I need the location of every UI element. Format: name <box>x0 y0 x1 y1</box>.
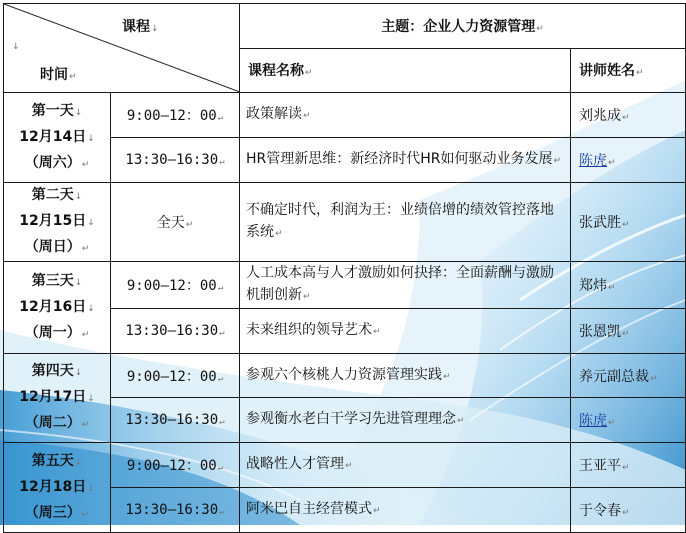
time-cell: 13:30—16:30↵ <box>111 488 240 533</box>
time-cell: 9:00—12：00↵ <box>111 354 240 398</box>
time-cell: 9:00—12：00↵ <box>111 443 240 488</box>
course-cell: 参观六个核桃人力资源管理实践↵ <box>240 354 571 398</box>
time-cell: 全天↵ <box>111 183 240 262</box>
table-row <box>4 443 686 488</box>
teacher-cell: 陈虎↵ <box>571 398 686 443</box>
time-cell: 9:00—12：00↵ <box>111 93 240 138</box>
course-cell: 参观衡水老白干学习先进管理理念↵ <box>240 398 571 443</box>
teacher-cell: 郑炜↵ <box>571 262 686 309</box>
teacher-cell: 张恩凯↵ <box>571 309 686 354</box>
table-row <box>4 93 686 138</box>
training-schedule-table <box>3 3 686 533</box>
course-cell: HR管理新思维：新经济时代HR如何驱动业务发展↵ <box>240 138 571 183</box>
day-cell: 第四天↓ 12月17日↓ （周二）↵ <box>4 354 111 443</box>
time-cell: 9:00—12：00↵ <box>111 262 240 309</box>
course-cell: 人工成本高与人才激励如何抉择：全面薪酬与激励机制创新↵ <box>240 262 571 309</box>
time-cell: 13:30—16:30↵ <box>111 138 240 183</box>
course-cell: 战略性人才管理↵ <box>240 443 571 488</box>
course-cell: 不确定时代，利润为王：业绩倍增的绩效管控落地系统↵ <box>240 183 571 262</box>
header-corner-cell <box>4 4 240 93</box>
table-row <box>4 183 686 262</box>
table-row <box>4 262 686 309</box>
teacher-cell: 张武胜↵ <box>571 183 686 262</box>
day-cell: 第一天↓ 12月14日↓ （周六）↵ <box>4 93 111 183</box>
teacher-cell: 养元副总裁↵ <box>571 354 686 398</box>
teacher-cell: 刘兆成↵ <box>571 93 686 138</box>
course-cell: 未来组织的领导艺术↵ <box>240 309 571 354</box>
teacher-link[interactable]: 陈虎 <box>579 153 607 169</box>
header-time-label: 时间↵ <box>40 67 77 83</box>
teacher-cell: 陈虎↵ <box>571 138 686 183</box>
day-cell: 第二天↓ 12月15日↓ （周日）↵ <box>4 183 111 262</box>
header-course-label: 课程↓ <box>122 19 159 35</box>
teacher-link[interactable]: 陈虎 <box>579 413 607 429</box>
day-cell: 第三天↓ 12月16日↓ （周一）↵ <box>4 262 111 354</box>
teacher-cell: 王亚平↵ <box>571 443 686 488</box>
time-cell: 13:30—16:30↵ <box>111 398 240 443</box>
course-cell: 政策解读↵ <box>240 93 571 138</box>
course-name-header: 课程名称↵ <box>240 48 571 93</box>
course-cell: 阿米巴自主经营模式↵ <box>240 488 571 533</box>
time-cell: 13:30—16:30↵ <box>111 309 240 354</box>
paragraph-mark: ↓ <box>12 42 20 52</box>
teacher-cell: 于令春↵ <box>571 488 686 533</box>
topic-title: 主题：企业人力资源管理↵ <box>240 4 686 49</box>
teacher-name-header: 讲师姓名↵ <box>571 48 686 93</box>
table-row <box>4 354 686 398</box>
day-cell: 第五天↓ 12月18日↓ （周三）↵ <box>4 443 111 533</box>
